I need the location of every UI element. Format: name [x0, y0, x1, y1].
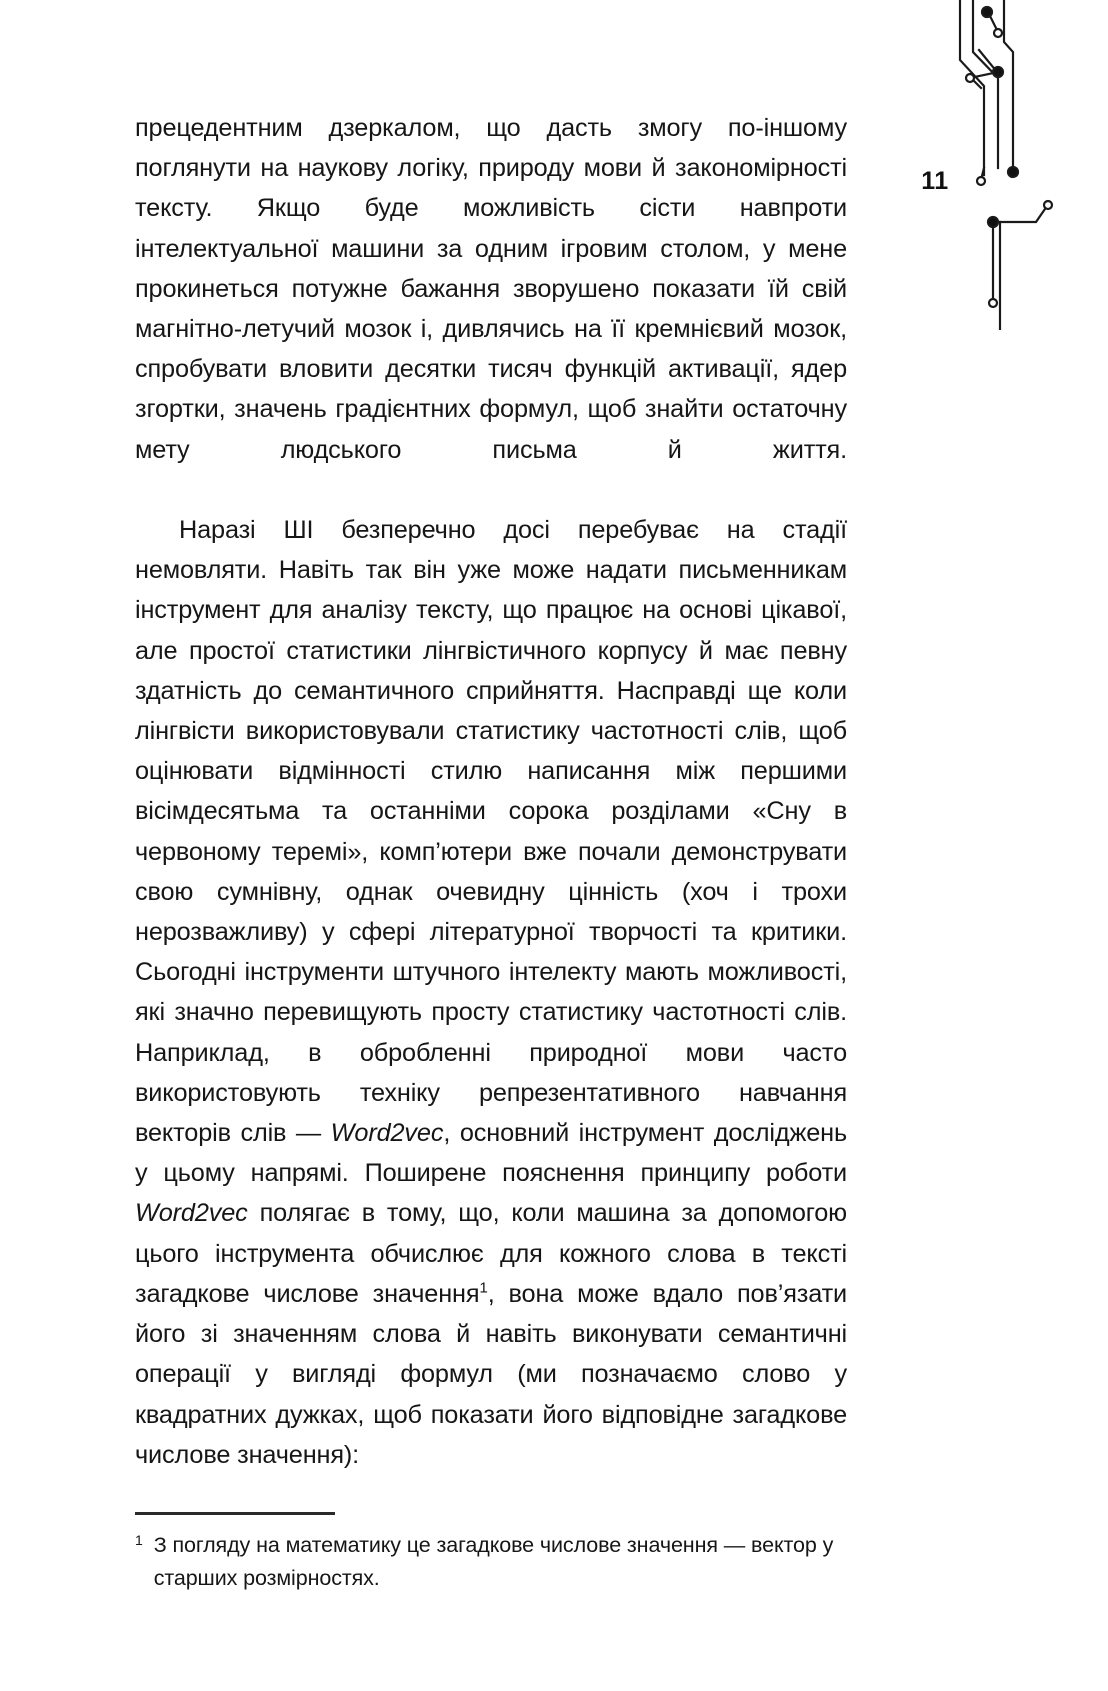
- footnote-reference-1[interactable]: 1: [479, 1279, 488, 1297]
- body-text-column: [135, 108, 847, 1475]
- paragraph-ai-infancy: [135, 510, 847, 1475]
- paragraph-continuation: прецедентним дзеркалом, що дасть змогу по-іншому поглянути на наукову логіку, природу мови й закономірності тексту. Якщо буде можливість сісти навпроти інтелектуальної машини за одним ігровим столом, у мене прокинеться потужне бажання зворушено показати їй свій магнітно-летучий мозок і, дивлячись на її кремнієвий мозок, спробувати вловити десятки тисяч функцій активації, ядер згортки, значень градієнтних формул, щоб знайти остаточну мету людського письма й життя.: [135, 114, 847, 464]
- paragraph-segment-text: полягає в тому, що, коли машина за допомогою цього інструмента обчислює для кожного слова в тексті загадкове числове значення: [135, 1199, 847, 1308]
- paragraph-segment-text: Наразі ШІ безперечно досі перебуває на стадії немовляти. Навіть так він уже може надати письменникам інструмент для аналізу тексту, що працює на основі цікавої, але простої статистики лінгвістичного корпусу й має певну здатність до семантичного сприйняття. Насправді ще коли лінгвісти використовували статистику частотності слів, щоб оцінювати відмінності стилю написання між першими вісімдесятьма та останніми сорока розділами «Сну в червоному теремі», комп’ютери вже почали демонструвати свою сумнівну, однак очевидну цінність (хоч і трохи нерозважливу) у сфері літературної творчості та критики. Сьогодні інструменти штучного інтелекту мають можливості, які значно перевищують просту статистику частотності слів. Наприклад, в обробленні природної мови часто використовують техніку репрезентативного навчання векторів слів —: [135, 516, 847, 1148]
- page-number: 11: [921, 167, 949, 195]
- footnote-separator-rule: [135, 1512, 335, 1515]
- term-word2vec-second: Word2vec: [135, 1199, 248, 1228]
- paragraph-segment-text: , вона може вдало пов’язати його зі значенням слова й навіть виконувати семантичні операції у вигляді формул (ми позначаємо слово у квадратних дужках, щоб показати його відповідне загадкове числове значення):: [135, 1279, 847, 1469]
- term-word2vec-first: Word2vec: [330, 1119, 444, 1148]
- footnote-area: [135, 1512, 847, 1595]
- circuit-trace-decoration: [880, 0, 1108, 330]
- paragraph-segment-text: , основний інструмент досліджень у цьому напрямі. Поширене пояснення принципу роботи: [135, 1119, 847, 1188]
- footnote-item: [135, 1529, 847, 1595]
- footnote-marker: 1: [135, 1532, 143, 1548]
- footnote-text: З погляду на математику це загадкове числове значення — вектор у старших розмірностях.: [153, 1533, 834, 1590]
